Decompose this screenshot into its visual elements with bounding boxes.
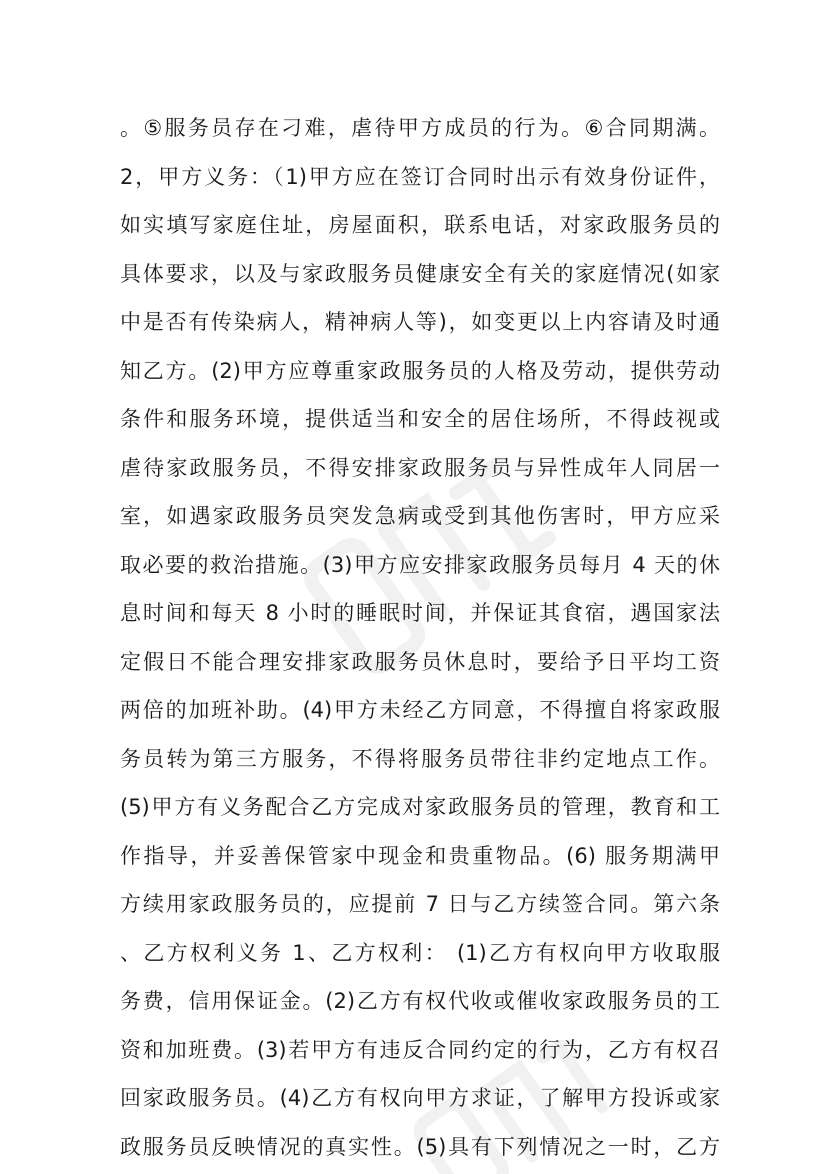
text-line: 取必要的救治措施。(3)甲方应安排家政服务员每月 4 天的休 [120, 552, 720, 577]
text-line: 中是否有传染病人，精神病人等)，如变更以上内容请及时通 [120, 310, 720, 334]
text-line: 方续用家政服务员的，应提前 7 日与乙方续签合同。第六条 [120, 892, 720, 916]
text-line: 资和加班费。(3)若甲方有违反合同约定的行为，乙方有权召 [120, 1037, 720, 1062]
text-line: 息时间和每天 8 小时的睡眠时间，并保证其食宿，遇国家法 [120, 601, 720, 625]
text-line: 室，如遇家政服务员突发急病或受到其他伤害时，甲方应采 [120, 504, 720, 528]
text-line: (5)甲方有义务配合乙方完成对家政服务员的管理，教育和工 [120, 795, 720, 819]
text-line: 回家政服务员。(4)乙方有权向甲方求证，了解甲方投诉或家 [120, 1086, 720, 1110]
text-line: 政服务员反映情况的真实性。(5)具有下列情况之一时，乙方 [120, 1134, 720, 1159]
contract-body-text [120, 104, 720, 1171]
text-line: 条件和服务环境，提供适当和安全的居住场所，不得歧视或 [120, 407, 720, 431]
text-line: 、乙方权利义务 1、乙方权利： (1)乙方有权向甲方收取服 [120, 940, 720, 965]
text-line: 作指导，并妥善保管家中现金和贵重物品。(6) 服务期满甲 [120, 843, 720, 868]
text-line: 如实填写家庭住址，房屋面积，联系电话，对家政服务员的 [120, 213, 720, 237]
text-line: 两倍的加班补助。(4)甲方未经乙方同意，不得擅自将家政服 [120, 698, 720, 722]
text-line: 虐待家政服务员，不得安排家政服务员与异性成年人同居一 [120, 455, 720, 480]
text-line: 务费，信用保证金。(2)乙方有权代收或催收家政服务员的工 [120, 989, 720, 1013]
text-line: 知乙方。(2)甲方应尊重家政服务员的人格及劳动，提供劳动 [120, 358, 720, 383]
text-line: 务员转为第三方服务，不得将服务员带往非约定地点工作。 [120, 746, 720, 771]
text-line: 定假日不能合理安排家政服务员休息时，要给予日平均工资 [120, 649, 720, 674]
text-line: 具体要求，以及与家政服务员健康安全有关的家庭情况(如家 [120, 261, 720, 286]
text-line: 2，甲方义务：（1)甲方应在签订合同时出示有效身份证件， [120, 164, 720, 189]
text-line: 。⑤服务员存在刁难，虐待甲方成员的行为。⑥合同期满。 [120, 116, 720, 140]
